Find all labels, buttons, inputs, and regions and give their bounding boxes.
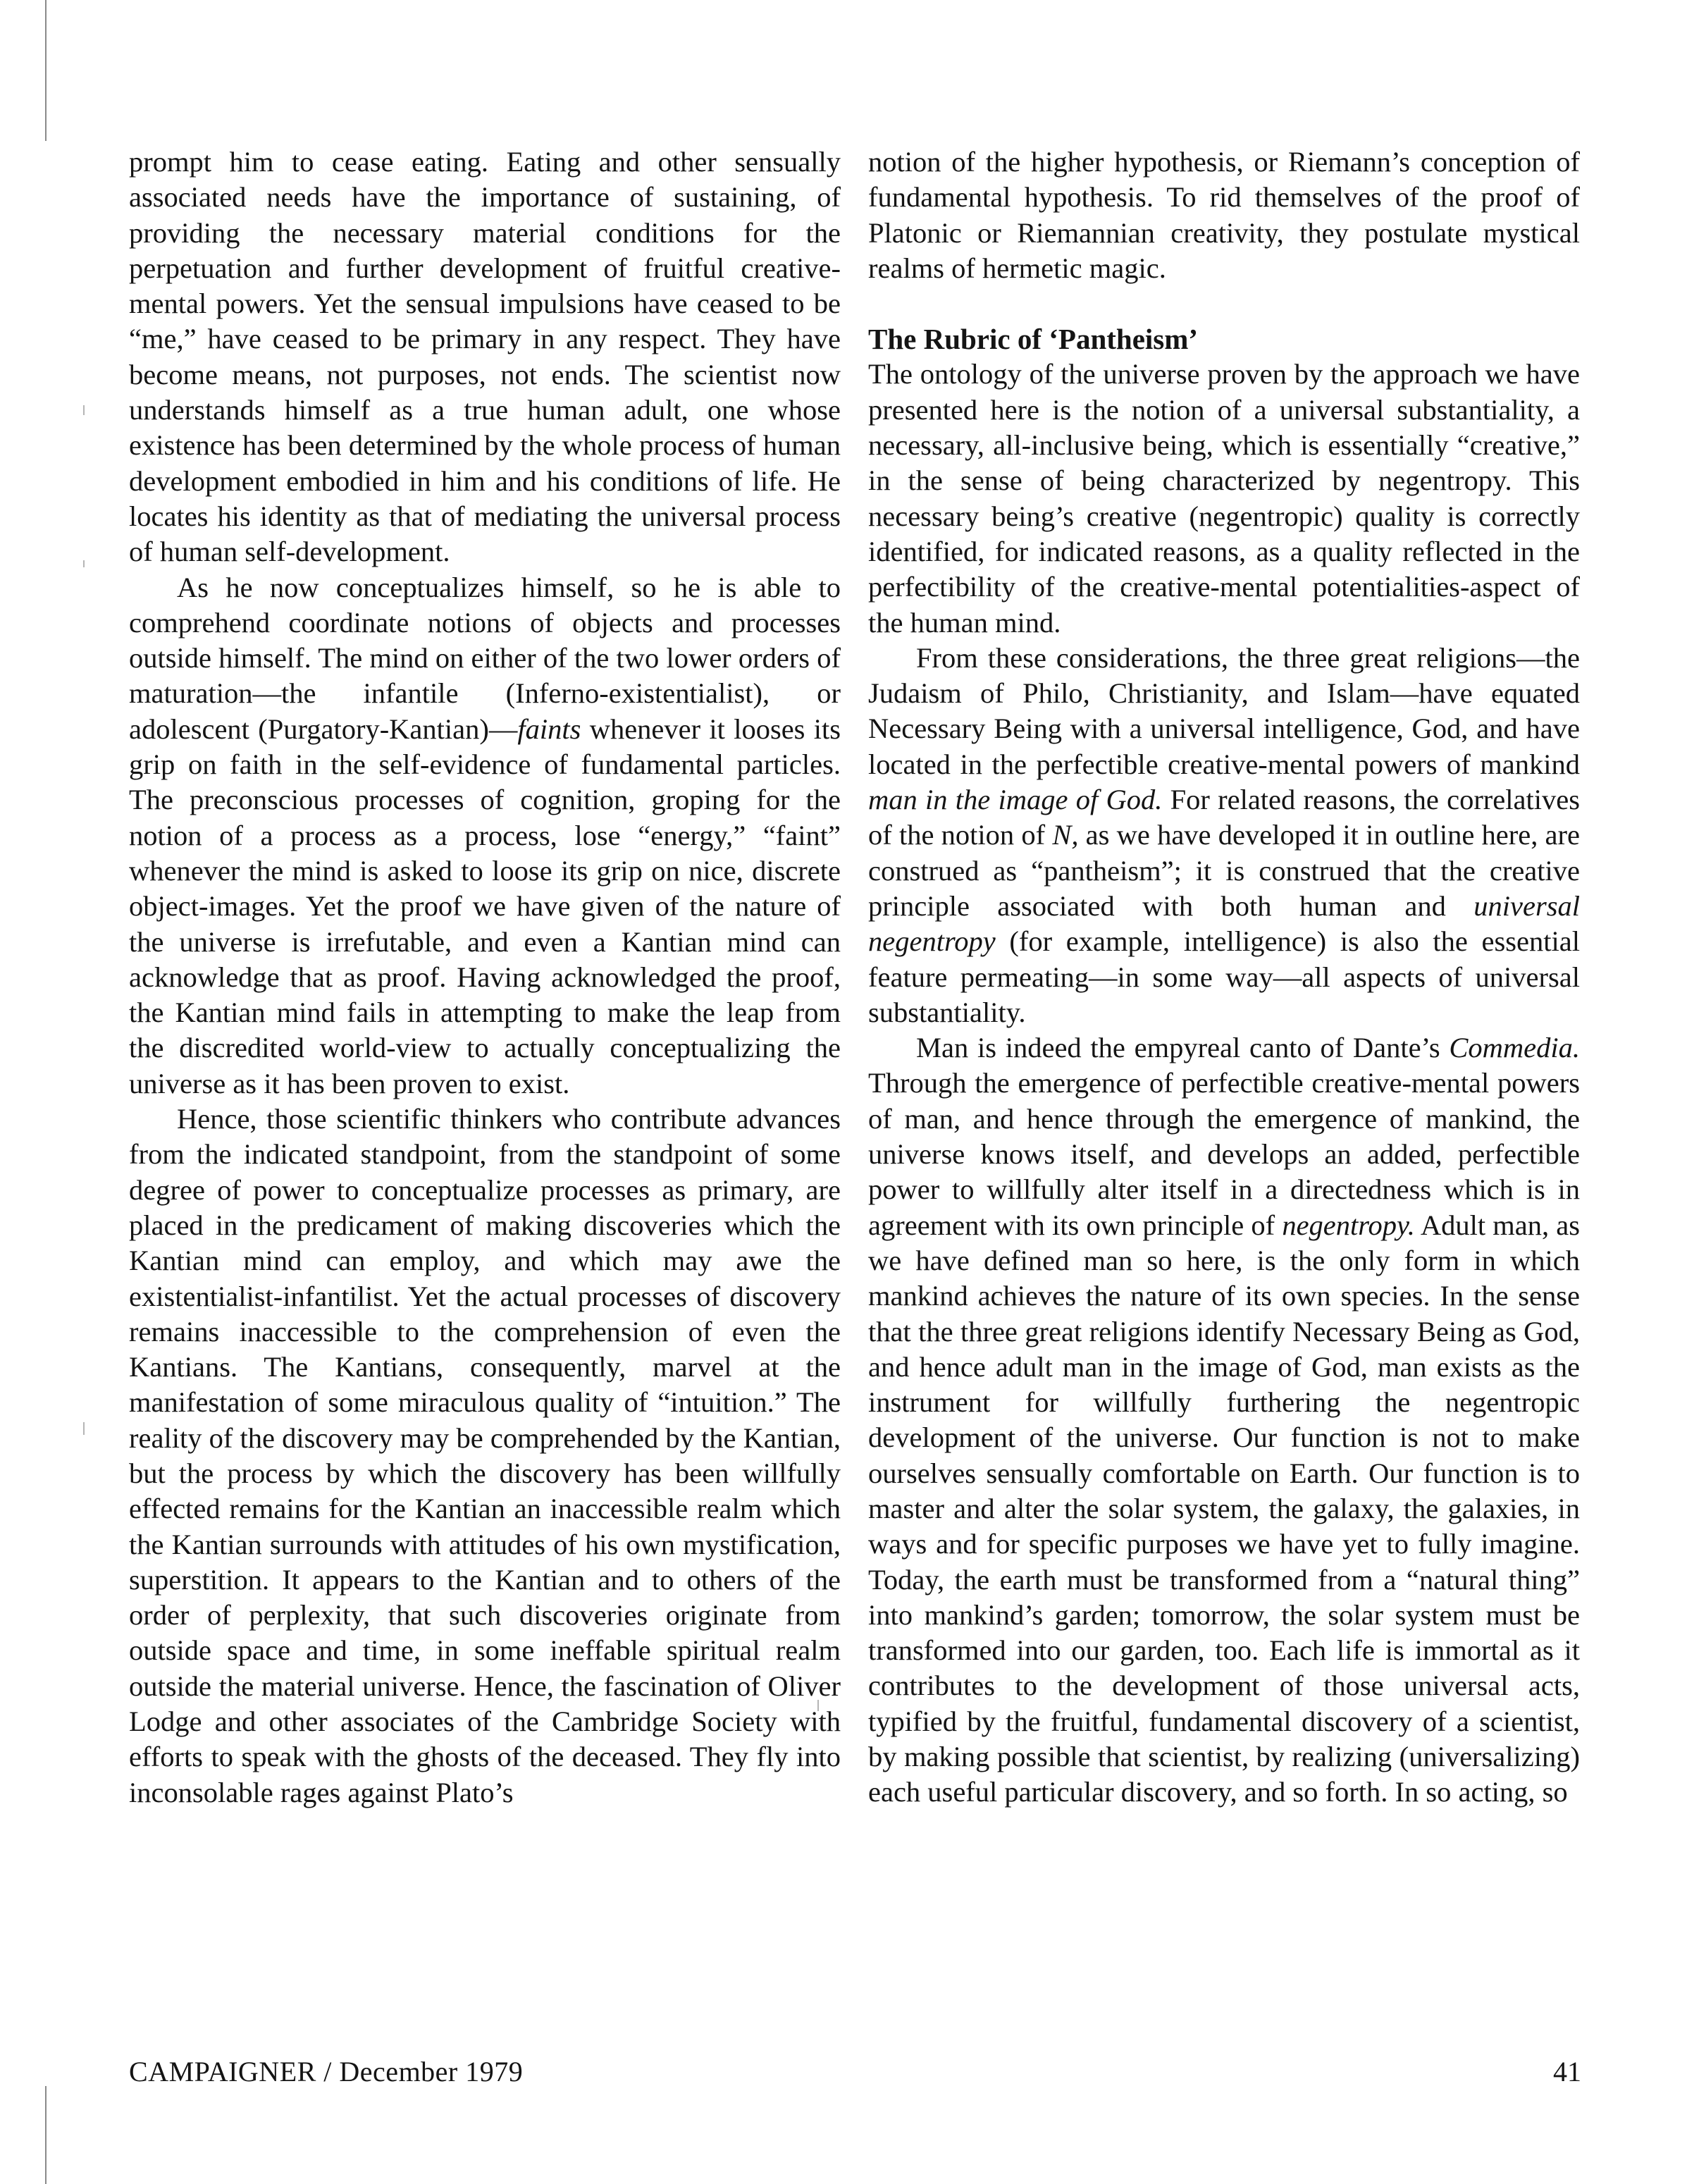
scan-edge-top: [45, 0, 47, 141]
right-paragraph-2-text-d: (for example, intelligence) is also the essential feature permeating—in some way—all aspects of universal substantiality.: [868, 925, 1580, 1028]
right-paragraph-2: [868, 641, 1580, 1030]
left-paragraph-3: Hence, those scientific thinkers who contribute advances from the indicated standpoint, from the standpoint of some degree of power to conceptualize processes as primary, are placed in the predicament of making discoveries which the Kantian mind can employ, and which may awe the existentialist-infantilist. Yet the actual processes of discovery remains inaccessible to the comprehension of even the Kantians. The Kantians, consequently, marvel at the manifestation of some miraculous quality of “intuition.” The reality of the discovery may be comprehended by the Kantian, but the process by which the discovery has been willfully effected remains for the Kantian an inaccessible realm which the Kantian surrounds with attitudes of his own mystification, superstition. It appears to the Kantian and to others of the order of perplexity, that such discoveries originate from outside space and time, in some ineffable spiritual realm outside the material universe. Hence, the fascination of Oliver Lodge and other associates of the Cambridge Society with efforts to speak with the ghosts of the deceased. They fly into inconsolable rages against Plato’s: [129, 1103, 841, 1808]
footer-publication: CAMPAIGNER / December 1979: [129, 2056, 524, 2087]
right-paragraph-2-text-c: as we have developed it in outline here, are construed as “pantheism”; it is construed that the creative principle associated with both human and: [868, 819, 1580, 922]
right-paragraph-3: [868, 1030, 1580, 1810]
right-paragraph-3-text-a: Man is indeed the empyreal canto of Dante’s: [916, 1032, 1450, 1064]
left-column: [129, 144, 841, 1810]
scan-edge-bottom: [45, 2086, 47, 2184]
scan-speck: [83, 405, 85, 415]
left-paragraph-2-emphasis: faints: [517, 712, 581, 745]
right-paragraph-2-text-b: For related reasons, the correlatives of the notion of: [868, 784, 1580, 851]
right-paragraph-3-emphasis-b: negentropy.: [1282, 1209, 1415, 1241]
left-paragraph-2-text-a: As he now conceptualizes himself, so he is able to comprehend coordinate notions of objects and processes outside himself. The mind on either of the two lower orders of maturation—the infantile (Inferno-existentialist), or adolescent (Purgatory-Kantian)—: [129, 571, 841, 745]
right-column: [868, 144, 1580, 1810]
right-paragraph-1: The ontology of the universe proven by the approach we have presented here is the notion of a universal substantiality, a necessary, all-inclusive being, which is essentially “creative,” in the sense of being characterized by negentropy. This necessary being’s creative (negentropic) quality is correctly identified, for indicated reasons, as a quality reflected in the perfectibility of the creative-mental potentialities-aspect of the human mind.: [868, 358, 1580, 638]
scan-speck: [83, 1422, 85, 1435]
right-paragraph-2-emphasis-b: N,: [1052, 819, 1079, 851]
right-paragraph-top: notion of the higher hypothesis, or Riemann’s conception of fundamental hypothesis. To rid themselves of the proof of Platonic or Riemannian creativity, they postulate mystical realms of hermetic magic.: [868, 146, 1580, 284]
right-paragraph-2-text-a: From these considerations, the three great religions—the Judaism of Philo, Christianity, and Islam—have equated Necessary Being with a universal intelligence, God, and have located in the perfectible creative-mental powers of mankind: [868, 641, 1580, 780]
right-paragraph-2-emphasis-c: universal negentropy: [868, 889, 1580, 958]
right-paragraph-3-text-c: Adult man, as we have defined man so here, is the only form in which mankind achieves the nature of its own species. In the sense that the three great religions identify Necessary Being as God, and hence adult man in the image of God, man exists as the instrument for willfully furthering the negentropic development of the universe. Our function is not to make ourselves sensually comfortable on Earth. Our function is to master and alter the solar system, the galaxy, the galaxies, in ways and for specific purposes we have yet to fully imagine. Today, the earth must be transformed from a “natural thing” into mankind’s garden; tomorrow, the solar system must be transformed into our garden, too. Each life is immortal as it contributes to the development of those universal acts, typified by the fruitful, fundamental discovery of a scientist, by making possible that scientist, by realizing (universalizing) each useful particular discovery, and so forth. In so acting, so: [868, 1209, 1581, 1808]
scan-speck: [83, 560, 85, 567]
right-paragraph-3-emphasis-a: Commedia.: [1449, 1032, 1580, 1064]
page-number: 41: [1553, 2056, 1581, 2087]
right-paragraph-3-text-b: Through the emergence of perfectible creative-mental powers of man, and hence through the emergence of mankind, the universe knows itself, and develops an added, perfectible power to willfully alter itself in a directedness which is in agreement with its own principle of: [868, 1067, 1580, 1241]
right-paragraph-2-emphasis-a: man in the image of God.: [868, 784, 1163, 816]
section-heading: The Rubric of ‘Pantheism’: [868, 323, 1199, 356]
left-paragraph-2-text-b: whenever it looses its grip on faith in the self-evidence of fundamental particles. The preconscious processes of cognition, groping for the notion of a process as a process, lose “energy,” “faint” whenever the mind is asked to loose its grip on nice, discrete object-images. Yet the proof we have given of the nature of the universe is irrefutable, and even a Kantian mind can acknowledge that as proof. Having acknowledged the proof, the Kantian mind fails in attempting to make the leap from the discredited world-view to actually conceptualizing the universe as it has been proven to exist.: [129, 712, 841, 1099]
left-paragraph-2: [129, 570, 841, 1102]
left-paragraph-1: prompt him to cease eating. Eating and other sensually associated needs have the importance of sustaining, of providing the necessary material conditions for the perpetuation and further development of fruitful creative-mental powers. Yet the sensual impulsions have ceased to be “me,” have ceased to be primary in any respect. They have become means, not purposes, not ends. The scientist now understands himself as a true human adult, one whose existence has been determined by the whole process of human development embodied in him and his conditions of life. He locates his identity as that of mediating the universal process of human self-development.: [129, 146, 841, 568]
